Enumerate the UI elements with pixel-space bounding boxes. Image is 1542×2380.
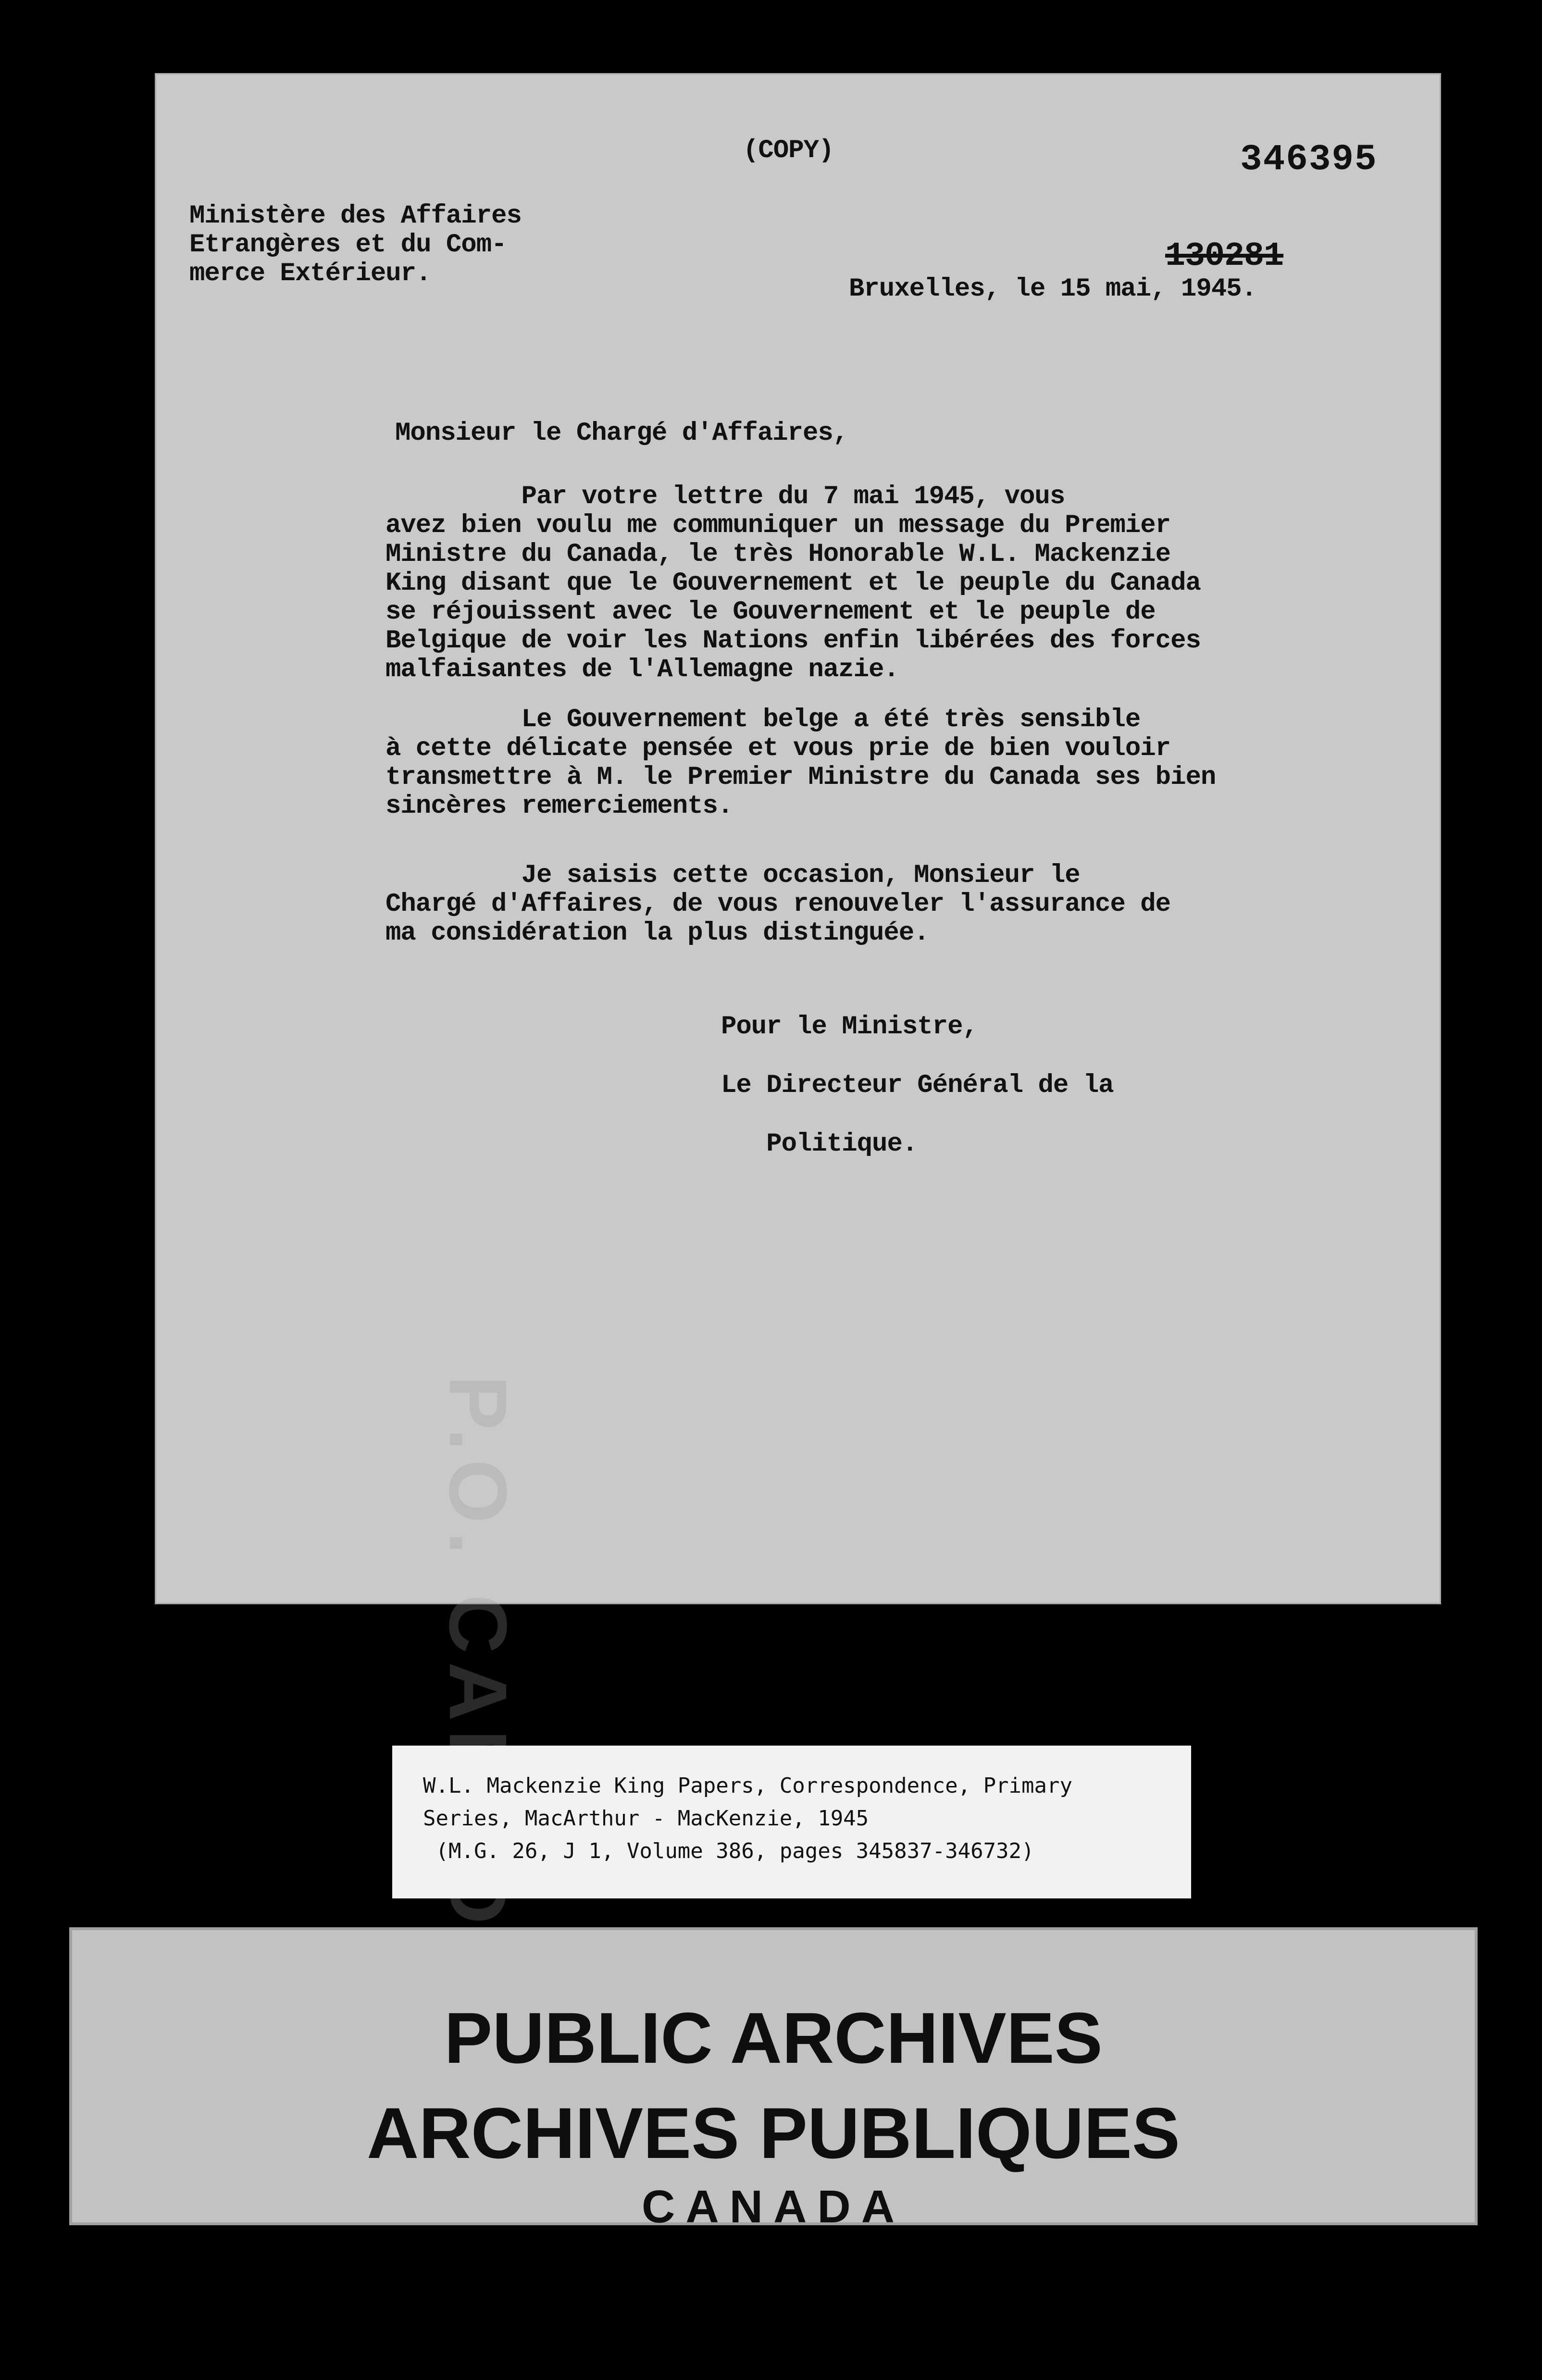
reference-number: 346395	[1240, 139, 1378, 180]
signature-block: Pour le Ministre, Le Directeur Général de la Politique.	[721, 1012, 1114, 1159]
body-paragraph-3: Je saisis cette occasion, Monsieur le Chargé d'Affaires, de vous renouveler l'assurance de ma considération la plus distinguée.	[386, 861, 1171, 948]
citation-line-2: Series, MacArthur - MacKenzie, 1945	[423, 1806, 869, 1831]
archives-label-country: CANADA	[642, 2181, 905, 2232]
archives-label-french: ARCHIVES PUBLIQUES	[367, 2093, 1180, 2173]
public-archives-label	[69, 1927, 1478, 2232]
citation-line-1: W.L. Mackenzie King Papers, Correspondence, Primary	[423, 1773, 1073, 1798]
copy-label: (COPY)	[743, 136, 834, 165]
body-paragraph-2: Le Gouvernement belge a été très sensible à cette délicate pensée et vous prie de bien vouloir transmettre à M. le Premier Ministre du Canada ses bien sincères remerciements.	[386, 705, 1216, 821]
salutation: Monsieur le Chargé d'Affaires,	[395, 419, 848, 448]
letter-sheet	[155, 73, 1441, 1604]
struck-reference-number: 130281	[1165, 237, 1284, 275]
dateline: Bruxelles, le 15 mai, 1945.	[849, 274, 1256, 304]
ministry-letterhead: Ministère des Affaires Etrangères et du Com- merce Extérieur.	[189, 201, 522, 288]
citation-slip	[392, 1746, 1191, 1898]
citation-line-3: (M.G. 26, J 1, Volume 386, pages 345837-346732)	[423, 1839, 1034, 1863]
archives-label-english: PUBLIC ARCHIVES	[444, 1997, 1103, 2078]
body-paragraph-1: Par votre lettre du 7 mai 1945, vous avez bien voulu me communiquer un message du Premier Ministre du Canada, le très Honorable W.L. Mackenzie King disant que le Gouvernement et le peuple du Canada se réjouissent avec le Gouvernement et le peuple de Belgique de voir les Nations enfin libérées des forces malfaisantes de l'Allemagne nazie.	[386, 482, 1201, 684]
